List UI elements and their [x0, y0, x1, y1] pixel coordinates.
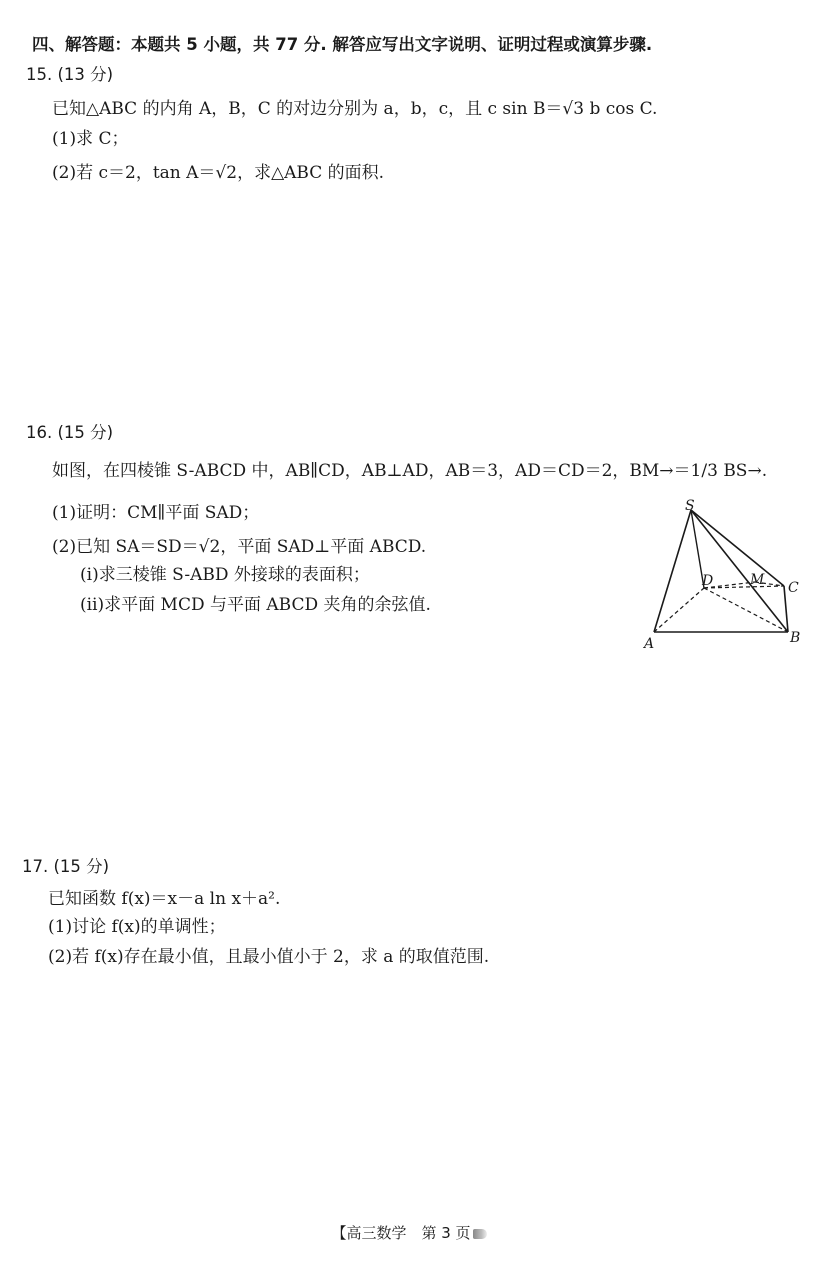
q16-stem: 如图，在四棱锥 S-ABCD 中，AB∥CD，AB⊥AD，AB＝3，AD＝CD＝2，BM→＝1/3 BS→. [52, 461, 768, 481]
label-B: B [790, 630, 801, 646]
footer-text: 【高三数学 第 3 页 [331, 1224, 471, 1242]
label-D: D [702, 573, 714, 589]
section-header: 四、解答题：本题共 5 小题，共 77 分. 解答应写出文字说明、证明过程或演算步骤. [32, 35, 653, 54]
q15-part2: (2)若 c＝2，tan A＝√2，求△ABC 的面积. [52, 163, 385, 183]
edge-DC [704, 586, 784, 588]
q17-part2: (2)若 f(x)存在最小值，且最小值小于 2，求 a 的取值范围. [48, 947, 490, 967]
q17-stem: 已知函数 f(x)＝x－a ln x＋a². [48, 889, 281, 909]
edge-SB [691, 510, 788, 632]
q17-number: 17. (15 分) [22, 857, 110, 876]
label-C: C [788, 580, 799, 596]
q16-number: 16. (15 分) [26, 423, 114, 442]
edge-SA [654, 510, 691, 632]
label-S: S [685, 498, 695, 514]
q15-part1: (1)求 C； [52, 129, 129, 149]
pyramid-figure [636, 498, 806, 650]
q16-part2-i: (ⅰ)求三棱锥 S-ABD 外接球的表面积； [80, 565, 370, 585]
q15-stem: 已知△ABC 的内角 A，B，C 的对边分别为 a，b，c，且 c sin B＝√3 b cos C. [52, 99, 658, 119]
q15-number: 15. (13 分) [26, 65, 114, 84]
q17-part1: (1)讨论 f(x)的单调性； [48, 917, 226, 937]
q16-part1: (1)证明：CM∥平面 SAD； [52, 503, 260, 523]
q16-part2: (2)已知 SA＝SD＝√2，平面 SAD⊥平面 ABCD. [52, 537, 427, 557]
q16-part2-ii: (ⅱ)求平面 MCD 与平面 ABCD 夹角的余弦值. [80, 595, 431, 615]
label-A: A [644, 636, 655, 650]
edge-DB [704, 588, 788, 632]
page-footer [0, 1222, 818, 1243]
label-M: M [750, 572, 765, 588]
page-tab-mark [473, 1229, 487, 1239]
